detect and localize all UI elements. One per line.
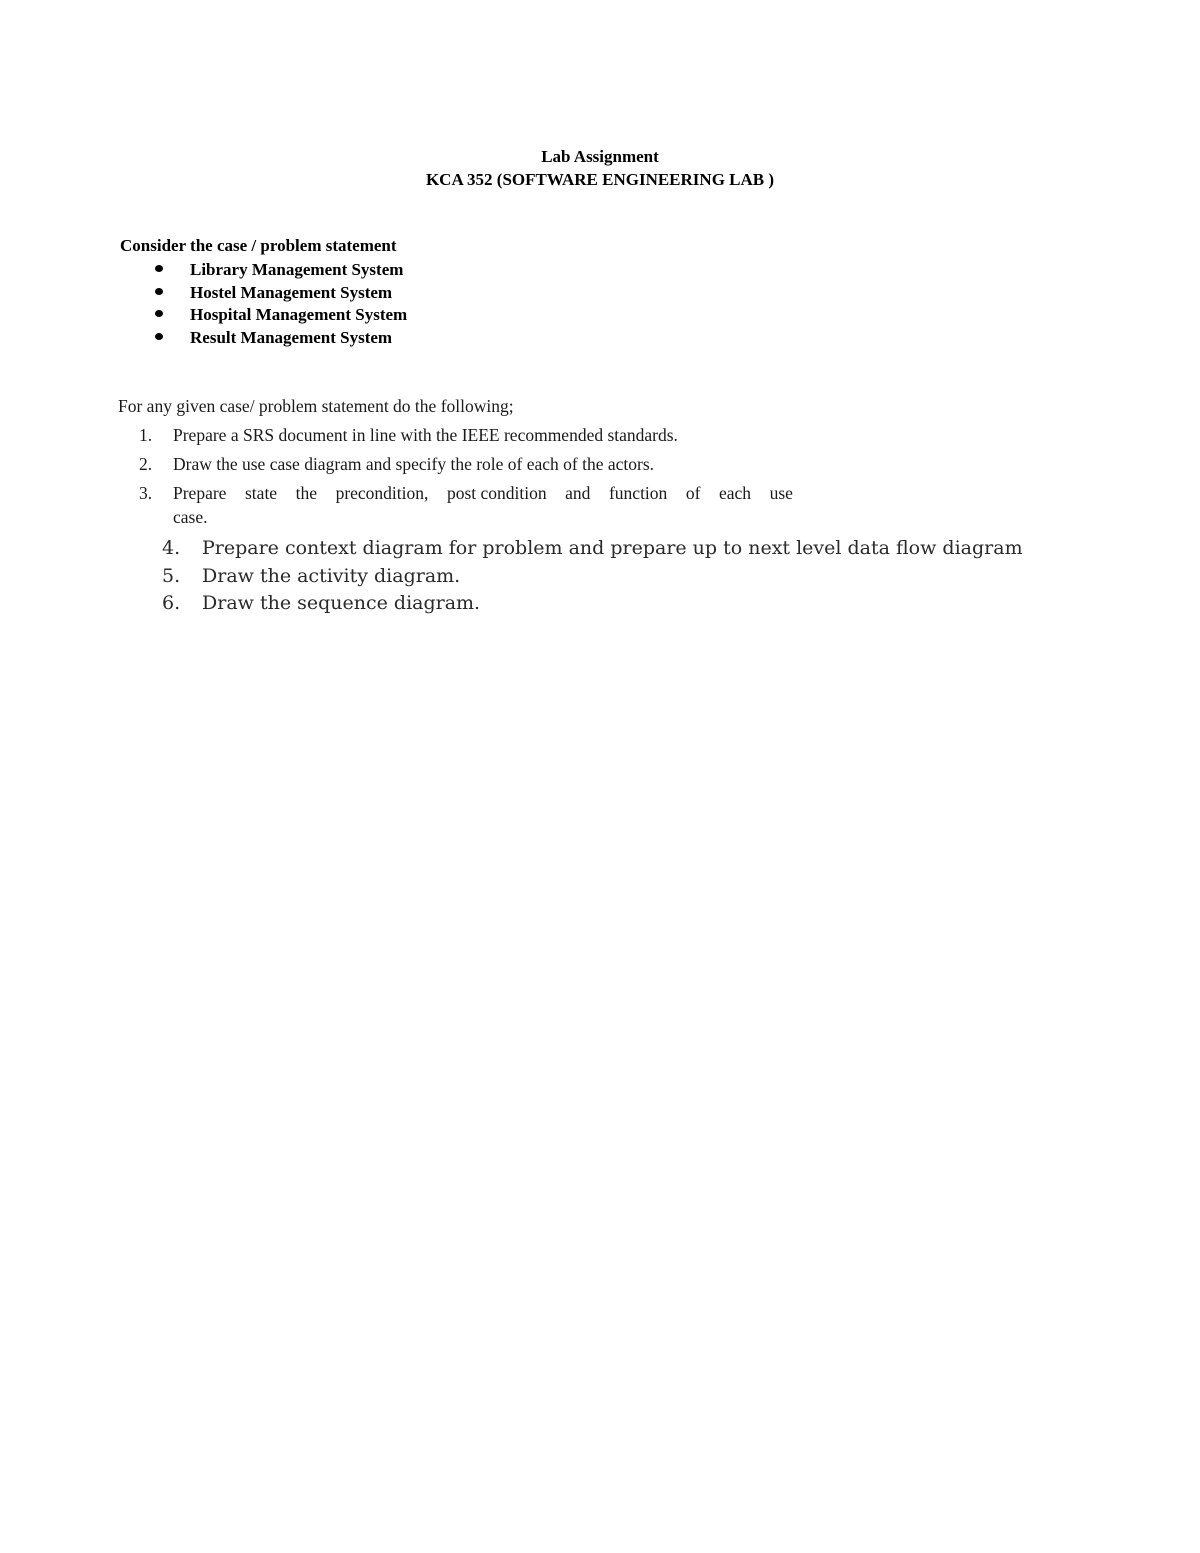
- task-text: Draw the activity diagram.: [202, 565, 461, 587]
- task-text: Draw the use case diagram and specify the role of each of the actors.: [173, 454, 655, 474]
- bullet-icon: [155, 265, 163, 272]
- task-word: each: [718, 483, 752, 503]
- task-word: Prepare: [173, 483, 227, 503]
- task-word: and: [565, 483, 591, 503]
- bullet-icon: [155, 310, 163, 317]
- case-label: Hostel Management System: [190, 282, 393, 302]
- task-text: Draw the sequence diagram.: [202, 592, 481, 614]
- cases-heading: Consider the case / problem statement: [120, 236, 397, 255]
- task-number: 6.: [162, 592, 181, 614]
- task-item: [0, 481, 1200, 531]
- task-word: the: [295, 483, 318, 503]
- document-subtitle: KCA 352 (SOFTWARE ENGINEERING LAB ): [425, 170, 775, 189]
- bullet-icon: [155, 288, 163, 295]
- task-text: Prepare context diagram for problem and prepare up to next level data flow diagram: [202, 537, 1023, 559]
- tasks-intro: For any given case/ problem statement do the following;: [118, 396, 514, 416]
- task-word: of: [685, 483, 701, 503]
- case-label: Library Management System: [190, 260, 404, 279]
- task-text-line: [173, 481, 793, 505]
- bullet-icon: [155, 333, 163, 340]
- task-text-continuation: case.: [173, 507, 208, 527]
- task-word: state: [245, 483, 278, 503]
- task-number: 5.: [162, 565, 181, 587]
- task-number: 2.: [139, 454, 153, 474]
- task-text: Prepare a SRS document in line with the IEEE recommended standards.: [173, 425, 678, 445]
- task-number: 3.: [139, 483, 153, 503]
- task-word: use: [769, 483, 793, 503]
- title-block: [0, 145, 1200, 191]
- task-number: 4.: [162, 537, 181, 559]
- task-word: post condition: [446, 483, 547, 503]
- case-label: Hospital Management System: [190, 305, 408, 325]
- document-title: Lab Assignment: [541, 147, 659, 166]
- task-word: function: [608, 483, 668, 503]
- task-number: 1.: [139, 425, 153, 445]
- case-label: Result Management System: [190, 327, 393, 347]
- task-word: precondition,: [335, 483, 429, 503]
